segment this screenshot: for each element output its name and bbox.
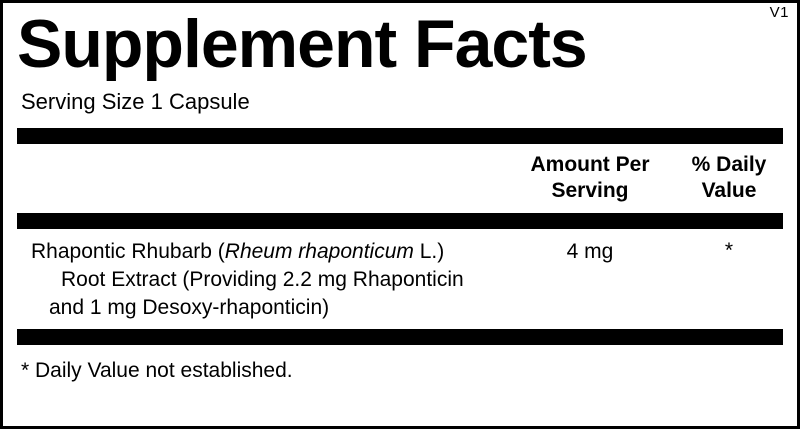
footnote-text: * Daily Value not established. bbox=[21, 358, 293, 382]
table-row bbox=[17, 229, 783, 322]
ingredient-name-line1-prefix: Rhapontic Rhubarb ( bbox=[31, 240, 225, 264]
ingredient-latin-name: Rheum rhaponticum bbox=[224, 240, 414, 264]
ingredient-name-line2: Root Extract (Providing 2.2 mg Rhaponticin bbox=[61, 268, 464, 291]
page-title: Supplement Facts bbox=[17, 6, 587, 82]
amount-header-line1: Amount Per bbox=[530, 152, 650, 176]
divider-top bbox=[17, 128, 783, 144]
column-header-row bbox=[17, 144, 783, 205]
ingredient-name bbox=[17, 238, 505, 322]
ingredient-amount: 4 mg bbox=[566, 240, 614, 264]
divider-bottom bbox=[17, 329, 783, 345]
dv-header-line1: % Daily bbox=[691, 152, 767, 176]
ingredient-name-line1 bbox=[31, 240, 444, 263]
ingredient-name-line3: and 1 mg Desoxy-rhaponticin) bbox=[49, 295, 330, 319]
amount-header-line2: Serving bbox=[551, 178, 629, 202]
divider-middle bbox=[17, 213, 783, 229]
version-label: V1 bbox=[769, 4, 789, 21]
column-header-amount-per-serving bbox=[505, 152, 675, 205]
ingredient-daily-value: * bbox=[724, 239, 734, 263]
dv-header-line2: Value bbox=[701, 178, 757, 202]
column-header-daily-value bbox=[675, 152, 783, 205]
serving-size-text: Serving Size 1 Capsule bbox=[21, 89, 250, 115]
ingredient-name-line1-suffix: L.) bbox=[413, 240, 445, 264]
